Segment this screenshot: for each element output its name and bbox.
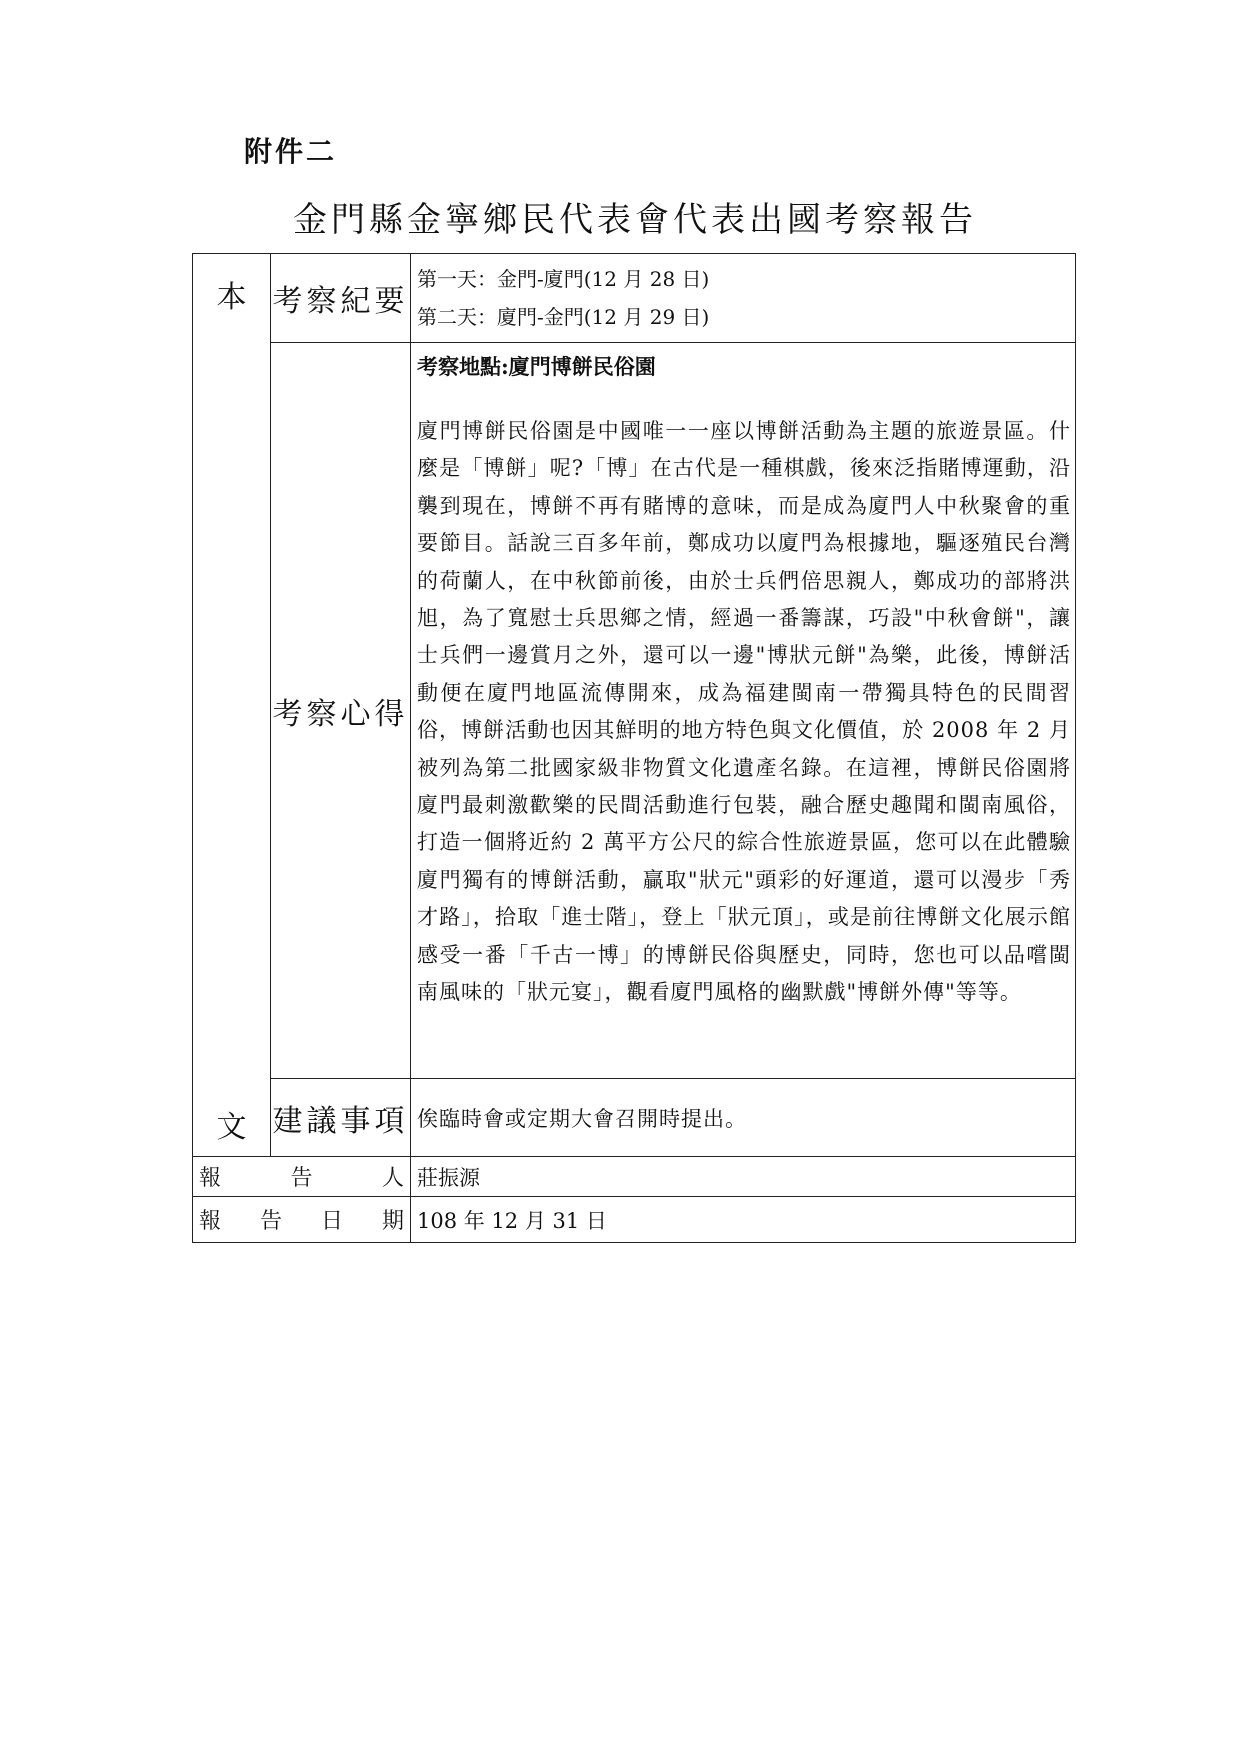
report-date-label-char: 報 [199,1209,222,1234]
insights-content [411,343,1076,1079]
reporter-label-char: 報 [199,1166,222,1191]
reporter-label-char: 告 [290,1166,313,1191]
suggestions-content: 俟臨時會或定期大會召開時提出。 [411,1079,1076,1157]
attachment-label: 附件二 [244,135,338,168]
report-date-label [193,1197,411,1243]
suggestions-row [193,1079,1076,1157]
reporter-label [193,1157,411,1197]
schedule-day-2: 第二天：廈門-金門(12 月 29 日) [417,305,710,329]
insights-paragraph: 廈門博餅民俗園是中國唯一一座以博餅活動為主題的旅遊景區。什麼是「博餅」呢?「博」在古代是一種棋戲，後來泛指賭博運動，沿襲到現在，博餅不再有賭博的意味，而是成為廈門人中秋聚會的重要節目。話說三百多年前，鄭成功以廈門為根據地，驅逐殖民台灣的荷蘭人，在中秋節前後，由於士兵們倍思親人，鄭成功的部將洪旭，為了寬慰士兵思鄉之情，經過一番籌謀，巧設"中秋會餅"，讓士兵們一邊賞月之外，還可以一邊"博狀元餅"為樂，此後，博餅活動便在廈門地區流傳開來，成為福建閩南一帶獨具特色的民間習俗，博餅活動也因其鮮明的地方特色與文化價值，於 2008 年 2 月被列為第二批國家級非物質文化遺產名錄。在這裡，博餅民俗園將廈門最刺激歡樂的民間活動進行包裝，融合歷史趣聞和閩南風俗，打造一個將近約 2 萬平方公尺的綜合性旅遊景區，您可以在此體驗廈門獨有的博餅活動，贏取"狀元"頭彩的好運道，還可以漫步「秀才路」，拾取「進士階」，登上「狀元頂」，或是前往博餅文化展示館感受一番「千古一博」的博餅民俗與歷史，同時，您也可以品嚐閩南風味的「狀元宴」，觀看廈門風格的幽默戲"博餅外傳"等等。 [417,419,1071,1005]
side-label-top: 本 [216,280,247,315]
schedule-day-1: 第一天：金門-廈門(12 月 28 日) [417,267,710,291]
body-side-cell [193,254,271,1157]
insights-label: 考察心得 [271,343,411,1079]
report-date-label-char: 期 [381,1209,404,1234]
report-table [192,253,1076,1243]
document-title: 金門縣金寧鄉民代表會代表出國考察報告 [293,200,977,240]
summary-label: 考察紀要 [271,254,411,343]
reporter-value: 莊振源 [411,1157,1076,1197]
report-date-label-char: 告 [259,1209,282,1234]
reporter-label-char: 人 [381,1166,404,1191]
summary-content [411,254,1076,343]
report-date-value: 108 年 12 月 31 日 [411,1197,1076,1243]
insights-row [193,343,1076,1079]
report-date-label-char: 日 [320,1209,343,1234]
side-label-bottom: 文 [216,1110,247,1145]
summary-row [193,254,1076,343]
reporter-row [193,1157,1076,1197]
suggestions-label: 建議事項 [271,1079,411,1157]
report-date-row [193,1197,1076,1243]
visit-location: 考察地點:廈門博餅民俗園 [417,354,656,379]
